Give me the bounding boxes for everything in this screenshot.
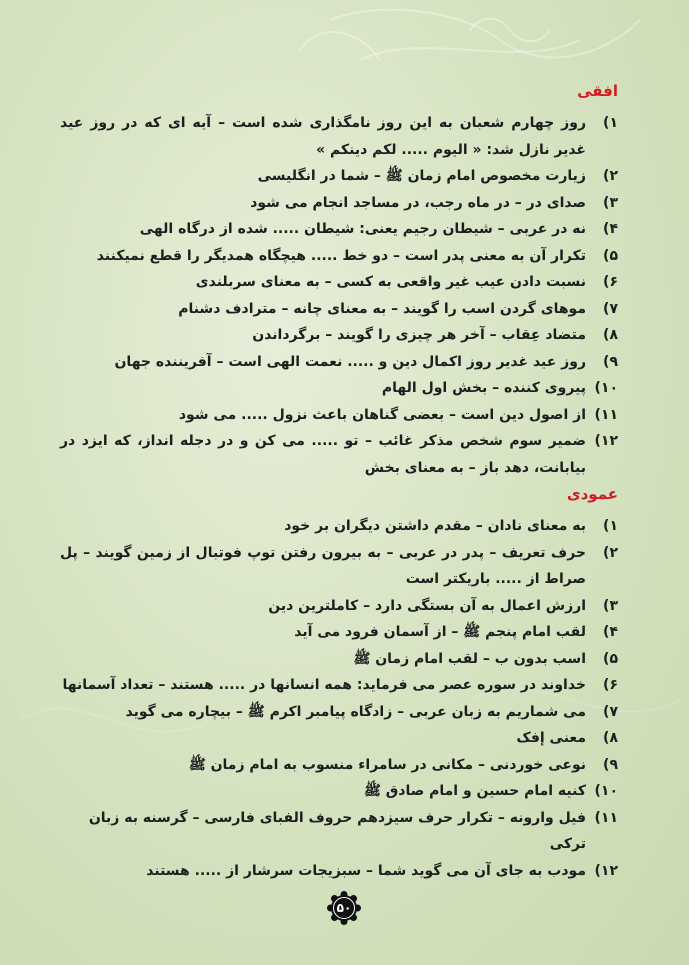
vertical-clue-10: [60, 778, 618, 805]
clue-text: ارزش اعمال به آن بستگی دارد – کاملترین دین: [268, 597, 586, 614]
horizontal-clue-2: [60, 163, 618, 190]
vertical-clue-12: [60, 858, 618, 885]
clue-number: ۱۱): [594, 406, 618, 423]
clue-text: می شماریم به زبان عربی – زادگاه پیامبر اکرم ﷺ – بیچاره می گوید: [125, 703, 586, 720]
clue-text: نه در عربی – شیطان رجیم یعنی: شیطان ..... شده از درگاه الهی: [139, 221, 586, 237]
clue-text: حرف تعریف – پدر در عربی – به بیرون رفتن توپ فوتبال از زمین گویند – پل صراط از ..... باریکتر است: [60, 544, 586, 587]
horizontal-clue-8: [60, 322, 618, 349]
clue-number: ۱۲): [594, 862, 618, 879]
clue-text: نوعی خوردنی – مکانی در سامراء منسوب به امام زمان ﷺ: [188, 756, 586, 773]
clue-number: ۸): [603, 327, 618, 343]
clue-text: تکرار آن به معنی پدر است – دو خط ..... هیچگاه همدیگر را قطع نمیکنند: [96, 247, 586, 264]
clue-number: ۱۰): [594, 783, 618, 799]
clue-number: ۳): [603, 597, 618, 614]
horizontal-heading: افقی: [577, 82, 618, 100]
clue-text: پیروی کننده – بخش اول الهام: [381, 380, 586, 396]
clue-number: ۱): [603, 115, 618, 131]
clue-text: صدای در – در ماه رجب، در مساجد انجام می شود: [250, 194, 586, 211]
crossword-clues: [60, 80, 618, 884]
horizontal-clue-10: [60, 375, 618, 402]
horizontal-clue-11: [60, 402, 618, 429]
clue-number: ۲): [603, 544, 618, 561]
clue-number: ۵): [603, 650, 618, 667]
clue-number: ۱): [603, 518, 618, 534]
vertical-clue-4: [60, 619, 618, 646]
clue-number: ۱۱): [594, 809, 618, 826]
clue-text: لقب امام پنجم ﷺ – از آسمان فرود می آید: [294, 624, 586, 640]
clue-text: روز عید غدیر روز اکمال دین و ..... نعمت الهی است – آفریننده جهان: [114, 353, 586, 370]
clue-number: ۴): [603, 624, 618, 640]
clue-number: ۸): [603, 730, 618, 746]
page-number-badge: [327, 891, 361, 925]
clue-number: ۵): [603, 247, 618, 264]
horizontal-clue-7: [60, 296, 618, 323]
vertical-clue-3: [60, 593, 618, 620]
horizontal-clue-1: [60, 110, 618, 163]
vertical-clue-9: [60, 752, 618, 779]
horizontal-clue-12: [60, 428, 618, 481]
horizontal-clue-4: [60, 216, 618, 243]
clue-text: ضمیر سوم شخص مذکر غائب – تو ..... می کن و در دجله انداز، که ایزد در بیابانت، دهد باز – به معنای بخش: [60, 433, 586, 476]
clue-text: خداوند در سوره عصر می فرماید: همه انسانها در ..... هستند – تعداد آسمانها: [62, 677, 586, 693]
horizontal-clue-9: [60, 349, 618, 376]
clue-number: ۷): [603, 703, 618, 720]
clue-text: کنیه امام حسین و امام صادق ﷺ: [363, 783, 586, 799]
clue-text: از اصول دین است – بعضی گناهان باعث نزول ..... می شود: [178, 406, 586, 423]
clue-text: روز چهارم شعبان به این روز نامگذاری شده است – آیه ای که در روز عید غدیر نازل شد: « الیوم ..... لکم دینکم »: [60, 115, 586, 158]
clue-text: به معنای نادان – مقدم داشتن دیگران بر خود: [284, 518, 586, 534]
horizontal-clue-3: [60, 190, 618, 217]
clue-text: مودب به جای آن می گوید شما – سبزیجات سرشار از ..... هستند: [146, 862, 586, 879]
vertical-heading: عمودی: [566, 485, 618, 503]
clue-number: ۳): [603, 194, 618, 211]
clue-text: زیارت مخصوص امام زمان ﷺ – شما در انگلیسی: [257, 168, 586, 184]
clue-number: ۲): [603, 168, 618, 184]
vertical-clue-1: [60, 513, 618, 540]
clue-number: ۱۲): [594, 433, 618, 449]
vertical-clue-6: [60, 672, 618, 699]
clue-text: متضاد عِقاب – آخر هر چیزی را گویند – برگرداندن: [252, 327, 586, 343]
clue-text: موهای گردن اسب را گویند – به معنای چانه – مترادف دشنام: [178, 300, 586, 317]
clue-number: ۴): [603, 221, 618, 237]
clue-number: ۷): [603, 300, 618, 317]
clue-number: ۹): [603, 756, 618, 773]
clue-text: فیل وارونه – تکرار حرف سیزدهم حروف الفبای فارسی – گرسنه به زبان ترکی: [88, 809, 586, 852]
vertical-clue-5: [60, 646, 618, 673]
clue-text: نسبت دادن عیب غیر واقعی به کسی – به معنای سربلندی: [195, 274, 586, 290]
clue-number: ۶): [603, 274, 618, 290]
clue-number: ۹): [603, 353, 618, 370]
horizontal-clue-5: [60, 243, 618, 270]
page-number: ۵۰: [336, 901, 352, 915]
vertical-clue-8: [60, 725, 618, 752]
horizontal-clue-6: [60, 269, 618, 296]
clue-number: ۱۰): [594, 380, 618, 396]
clue-text: معنی إفک: [516, 730, 586, 746]
vertical-clue-11: [60, 805, 618, 858]
clue-text: اسب بدون ب – لقب امام زمان ﷺ: [353, 650, 586, 667]
clue-number: ۶): [603, 677, 618, 693]
vertical-clue-2: [60, 540, 618, 593]
vertical-clue-7: [60, 699, 618, 726]
